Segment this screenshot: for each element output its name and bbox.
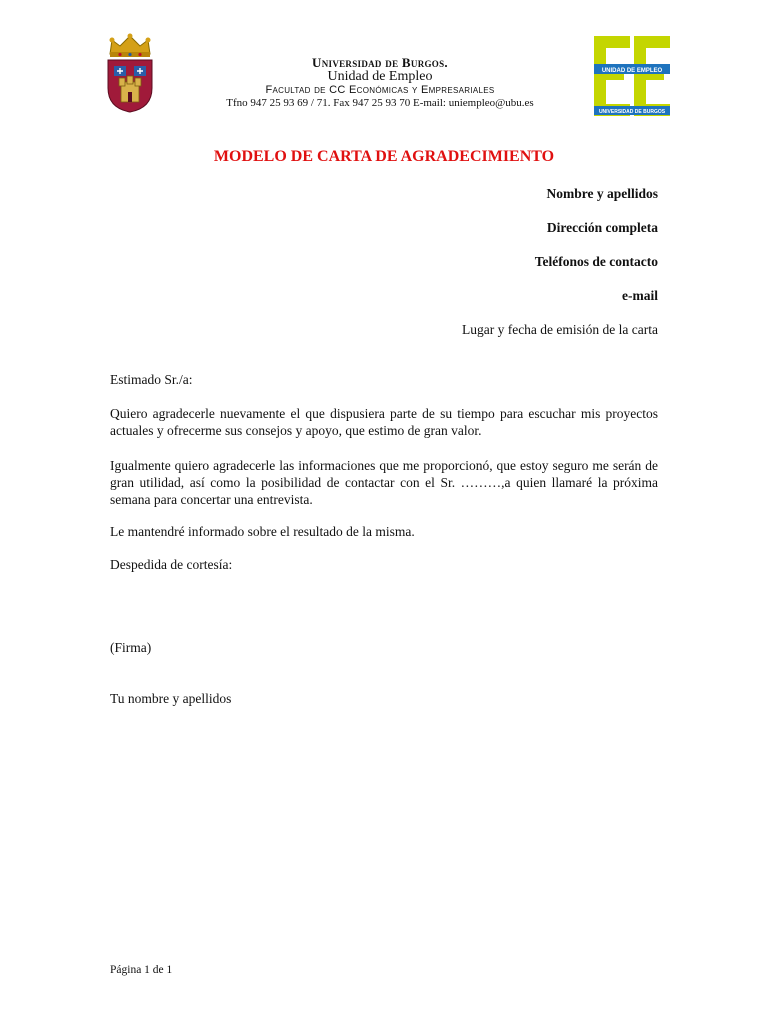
contact-info: Tfno 947 25 93 69 / 71. Fax 947 25 93 70 E-mail: uniempleo@ubu.es xyxy=(226,97,534,109)
closing: Despedida de cortesía: xyxy=(110,557,233,572)
paragraph-3: Le mantendré informado sobre el resultado de la misma. xyxy=(110,524,415,539)
paragraph-2: Igualmente quiero agradecerle las informaciones que me proporcionó, que estoy seguro me serán de gran utilidad, así como la posibilidad de contactar con el Sr. ………,a quien llamaré la próxima semana para concertar una entrevista. xyxy=(110,458,658,507)
unidad-empleo-logo xyxy=(594,36,670,116)
greeting: Estimado Sr./a: xyxy=(110,372,193,387)
place-date: Lugar y fecha de emisión de la carta xyxy=(461,322,658,337)
signature-placeholder: (Firma) xyxy=(110,640,152,655)
sender-phones: Teléfonos de contacto xyxy=(534,254,658,269)
university-crest-logo xyxy=(104,32,156,114)
university-name: Universidad de Burgos. xyxy=(312,55,448,70)
document-title: MODELO DE CARTA DE AGRADECIMIENTO xyxy=(213,148,555,165)
faculty-name: Facultad de CC Económicas y Empresariales xyxy=(265,84,495,96)
sender-email: e-mail xyxy=(622,288,658,303)
letterhead xyxy=(168,56,592,110)
unit-name: Unidad de Empleo xyxy=(327,69,433,84)
your-name: Tu nombre y apellidos xyxy=(110,691,232,706)
paragraph-1: Quiero agradecerle nuevamente el que dispusiera parte de su tiempo para escuchar mis proyectos actuales y ofrecerme sus consejos y apoyo, que estimo de gran valor. xyxy=(110,406,658,438)
page-number: Página 1 de 1 xyxy=(110,964,173,976)
logo-label-bottom: UNIVERSIDAD DE BURGOS xyxy=(598,108,666,115)
logo-label-top: UNIDAD DE EMPLEO xyxy=(601,67,663,74)
sender-address: Dirección completa xyxy=(546,220,658,235)
sender-name: Nombre y apellidos xyxy=(546,186,658,201)
